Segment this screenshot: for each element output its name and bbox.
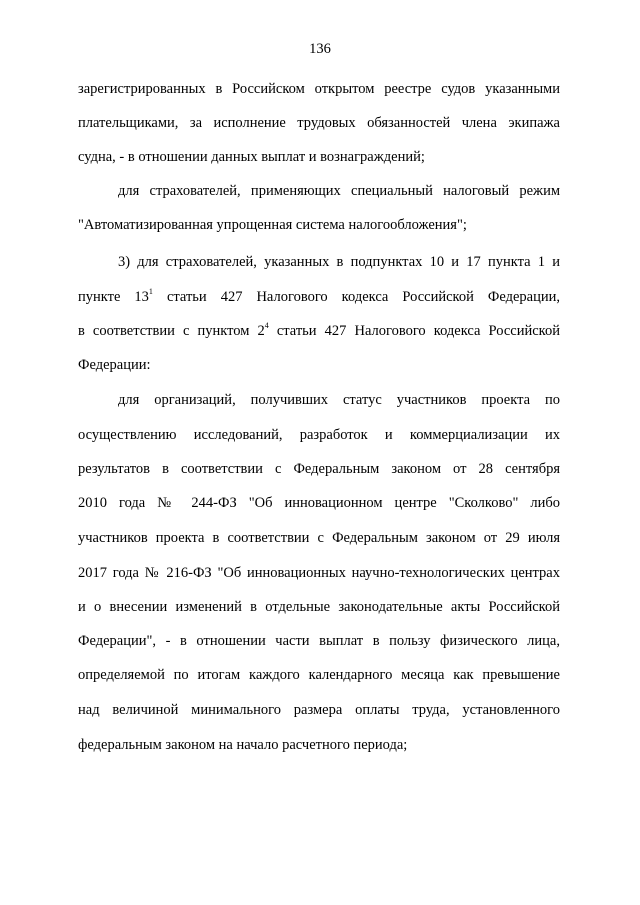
text-line: 2017 года № 216-ФЗ "Об инновационных научно-технологических центрах <box>78 565 560 581</box>
text-line: зарегистрированных в Российском открытом реестре судов указанными <box>78 81 560 97</box>
page-number: 136 <box>309 41 331 57</box>
text-line: 2010 года № 244-ФЗ "Об инновационном центре "Сколково" либо <box>78 495 560 511</box>
text-line: определяемой по итогам каждого календарного месяца как превышение <box>78 667 560 683</box>
line-text: в соответствии с пунктом 2 <box>78 323 265 339</box>
text-line: федеральным законом на начало расчетного периода; <box>78 737 408 753</box>
text-line: плательщиками, за исполнение трудовых обязанностей члена экипажа <box>78 115 560 131</box>
text-line: 3) для страхователей, указанных в подпунктах 10 и 17 пункта 1 и <box>118 254 560 270</box>
line-text: статьи 427 Налогового кодекса Российской <box>268 323 560 339</box>
text-line: над величиной минимального размера оплаты труда, установленного <box>78 702 560 718</box>
text-line: судна, - в отношении данных выплат и вознаграждений; <box>78 149 425 165</box>
text-line: участников проекта в соответствии с Федеральным законом от 29 июля <box>78 530 560 546</box>
text-line <box>78 288 560 306</box>
line-text: пункте 13 <box>78 289 149 305</box>
text-line: для страхователей, применяющих специальный налоговый режим <box>118 183 560 199</box>
text-line: Федерации", - в отношении части выплат в пользу физического лица, <box>78 633 560 649</box>
text-line: и о внесении изменений в отдельные законодательные акты Российской <box>78 599 560 615</box>
text-line: осуществлению исследований, разработок и коммерциализации их <box>78 427 560 443</box>
text-line: "Автоматизированная упрощенная система налогообложения"; <box>78 217 467 233</box>
superscript: 1 <box>148 287 153 296</box>
superscript: 4 <box>264 321 269 330</box>
text-line: для организаций, получивших статус участников проекта по <box>118 392 560 408</box>
text-line: результатов в соответствии с Федеральным законом от 28 сентября <box>78 461 560 477</box>
text-line <box>78 322 560 340</box>
line-text: статьи 427 Налогового кодекса Российской Федерации, <box>152 289 560 305</box>
text-line: Федерации: <box>78 357 151 373</box>
